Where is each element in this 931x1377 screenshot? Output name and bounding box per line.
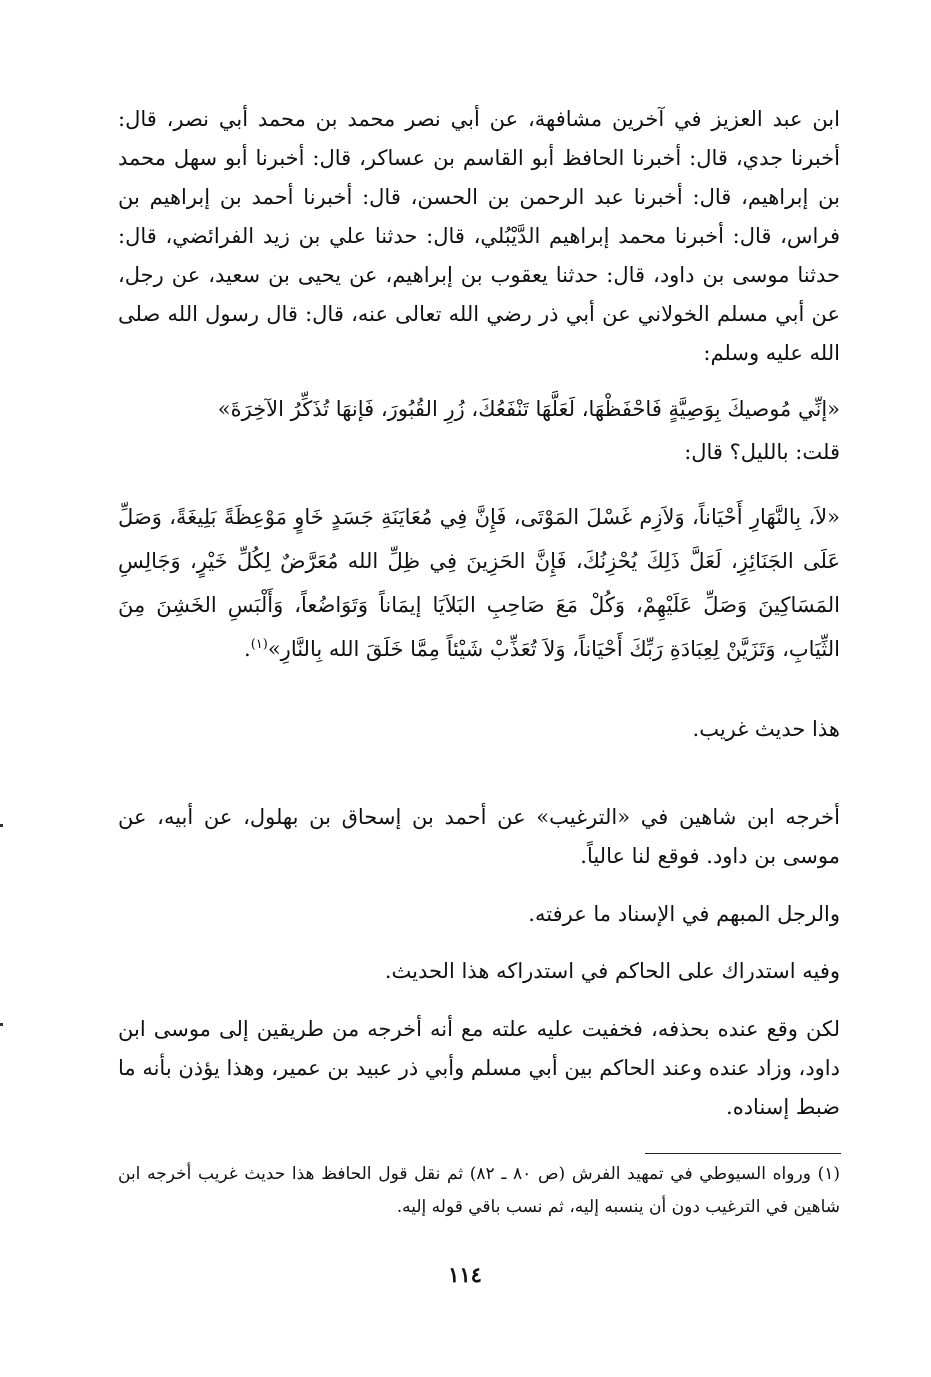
isnad-paragraph: ابن عبد العزيز في آخرين مشافهة، عن أبي نصر محمد بن محمد أبي نصر، قال: أخبرنا جدي، قال: أخبرنا الحافظ أبو القاسم بن عساكر، قال: أخبرنا أبو سهل محمد بن إبراهيم، قال: أخبرنا عبد الرحمن بن الحسن، قال: أخبرنا أحمد بن إبراهيم بن فراس، قال: أخبرنا محمد إبراهيم الدَّيْبُلي، قال: حدثنا علي بن زيد الفرائضي، قال: حدثنا موسى بن داود، قال: حدثنا يعقوب بن إبراهيم، عن يحيى بن سعيد، عن رجل، عن أبي مسلم الخولاني عن أبي ذر رضي الله تعالى عنه، قال: قال رسول الله صلى الله عليه وسلم: xyxy=(118,107,840,365)
takhrij-paragraph: أخرجه ابن شاهين في «الترغيب» عن أحمد بن إسحاق بن بهلول، عن أبيه، عن موسى بن داود. فوقع لنا عالياً. xyxy=(118,805,840,868)
page-number: ١١٤ xyxy=(448,1262,482,1287)
unknown-narrator-note: والرجل المبهم في الإسناد ما عرفته. xyxy=(528,902,840,926)
hadith-first-quote: «إنِّي مُوصيكَ بِوَصِيَّةٍ فَاحْفَظْهَا، لَعَلَّهَا تَنْفَعُكَ، زُرِ القُبُورَ، فَإنهَا تُذَكِّرُ الآخِرَةَ» xyxy=(217,397,840,421)
istidrak-note: وفيه استدراك على الحاكم في استدراكه هذا الحديث. xyxy=(384,959,840,983)
scan-margin-mark xyxy=(0,824,3,827)
gharib-statement: هذا حديث غريب. xyxy=(692,717,840,741)
hadith-second-text: «لاَ، بِالنَّهَارِ أَحْيَاناً، وَلاَزِم غَسْلَ المَوْتَى، فَإِنَّ فِي مُعَايَنَةِ جَسَدٍ خَاوٍ مَوْعِظَةً بَلِيغَةً، وَصَلِّ عَلَى الجَنَائِزِ، لَعَلَّ ذَلِكَ يُحْزِنُكَ، فَإِنَّ الحَزِينَ فِي ظِلِّ الله مُعَرَّضٌ لِكُلِّ خَيْرٍ، وَجَالِسِ المَسَاكِينَ وَصَلِّ عَلَيْهِمْ، وَكُلْ مَعَ صَاحِبِ البَلاَيَا إيمَاناً وَتَوَاضُعاً، وَأَلْبَسِ الخَشِنَ مِنَ الثِّيَابِ، وَتَزَيَّنْ لِعِبَادَةِ رَبِّكَ أَحْيَاناً، وَلاَ تُعَذِّبْ شَيْئاً مِمَّا خَلَقَ الله بِالنَّارِ» xyxy=(118,505,840,661)
scan-margin-mark xyxy=(0,1023,3,1026)
footnote-text: (١) ورواه السيوطي في تمهيد الفرش (ص ٨٠ ـ ٨٢) ثم نقل قول الحافظ هذا حديث غريب أخرجه ابن شاهين في الترغيب دون أن ينسبه إليه، ثم نسب باقي قوله إليه. xyxy=(118,1164,840,1217)
footnote-divider xyxy=(645,1153,841,1154)
closing-paragraph: لكن وقع عنده بحذفه، فخفيت عليه علته مع أنه أخرجه من طريقين إلى موسى ابن داود، وزاد عنده وعند الحاكم بين أبي مسلم وأبي ذر عبيد بن عمير، وهذا يؤذن بأنه ما ضبط إسناده. xyxy=(118,1017,840,1119)
question-line: قلت: بالليل؟ قال: xyxy=(684,440,840,464)
footnote-reference: (١) xyxy=(250,637,268,652)
hadith-second-quote xyxy=(118,495,840,671)
hadith-second-period: . xyxy=(244,637,251,661)
